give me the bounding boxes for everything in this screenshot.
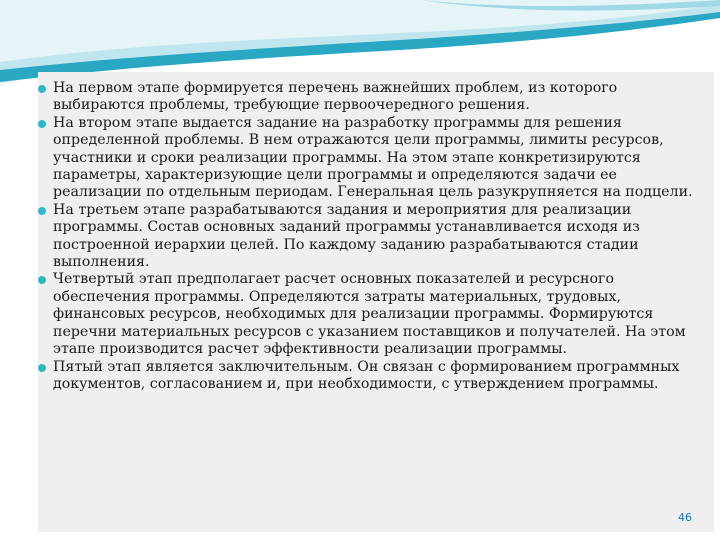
bullet-item-3: [36, 202, 702, 272]
bullet-dot-icon: [38, 120, 46, 128]
bullet-item-4: [36, 271, 702, 358]
bullet-text: Четвертый этап предполагает расчет основных показателей и ресурсного обеспечения программы. Определяются затраты материальных, трудовых, финансовых ресурсов, необходимых для реализации программы. Формируются перечни материальных ресурсов с указанием поставщиков и получателей. На этом этапе производится расчет эффективности реализации программы.: [53, 271, 686, 358]
bullet-item-2: [36, 115, 702, 202]
bullet-text: На третьем этапе разрабатываются задания и мероприятия для реализации программы. Состав основных заданий программы устанавливается исходя из построенной иерархии целей. По каждому заданию разрабатываются стадии выполнения.: [53, 201, 640, 271]
bullet-list: [36, 80, 702, 393]
bullet-dot-icon: [38, 85, 46, 93]
bullet-text: На первом этапе формируется перечень важнейших проблем, из которого выбираются проблемы, требующие первоочередного решения.: [53, 80, 618, 114]
bullet-dot-icon: [38, 364, 46, 372]
bullet-item-5: [36, 359, 702, 394]
bullet-item-1: [36, 80, 702, 115]
bullet-dot-icon: [38, 207, 46, 215]
bullet-text: На втором этапе выдается задание на разработку программы для решения определенной проблемы. В нем отражаются цели программы, лимиты ресурсов, участники и сроки реализации программы. На этом этапе конкретизируются параметры, характеризующие цели программы и определяются задачи ее реализации по отдельным периодам. Генеральная цель разукрупняется на подцели.: [53, 114, 693, 201]
bullet-text: Пятый этап является заключительным. Он связан с формированием программных документов, согласованием и, при необходимости, с утверждением программы.: [53, 358, 680, 392]
page-number: 46: [678, 511, 692, 524]
bullet-dot-icon: [38, 276, 46, 284]
